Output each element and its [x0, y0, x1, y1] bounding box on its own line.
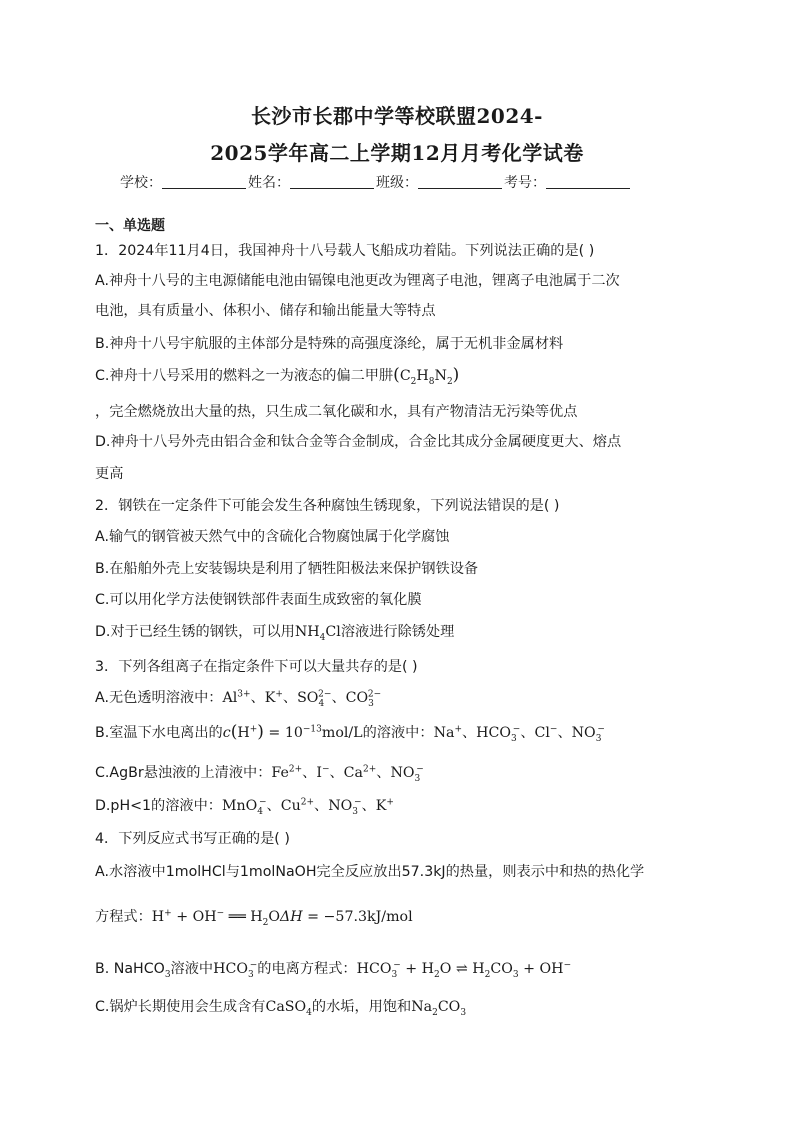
q1-option-c-line2: ，完全燃烧放出大量的热，只生成二氧化碳和水，具有产物清洁无污染等优点: [95, 404, 578, 420]
q3-option-c-text: C.AgBr悬浊液的上清液中：: [95, 765, 272, 781]
school-label: 学校：: [120, 175, 162, 191]
q2-option-d: [95, 621, 454, 641]
exam-no-label: 考号：: [504, 175, 546, 191]
q4-option-b-equation: $HCO_3^- + H_2O$ ⇌ $H_2CO_3 + OH^-$: [356, 960, 572, 980]
q3-option-d-text: D.pH<1的溶液中：: [95, 798, 222, 814]
q3-option-b: [95, 722, 605, 742]
q1-option-b: B.神舟十八号宇航服的主体部分是特殊的高强度涤纶，属于无机非金属材料: [95, 336, 564, 352]
q3-option-a-ions: $Al^{3+}$、K+、$SO_4^{2-}$、$CO_3^{2-}$: [222, 689, 382, 709]
q4-option-b-text-3: 的电离方程式：: [257, 961, 357, 977]
school-blank[interactable]: [162, 174, 246, 189]
q1-option-d-line2: 更高: [95, 466, 124, 482]
class-label: 班级：: [376, 175, 418, 191]
q4-option-a-text: 方程式：: [95, 909, 152, 925]
formula-hco3-minus: $HCO_3^-$: [213, 960, 258, 980]
q2-stem: 2．钢铁在一定条件下可能会发生各种腐蚀生锈现象，下列说法错误的是( ): [95, 498, 560, 514]
formula-caso4: CaSO$_4$: [265, 999, 312, 1018]
q3-stem: 3．下列各组离子在指定条件下可以大量共存的是( ): [95, 659, 418, 675]
q1-option-a-line2: 电池，具有质量小、体积小、储存和输出能量大等特点: [95, 303, 436, 319]
q3-option-b-text-1: B.室温下水电离出的: [95, 725, 223, 741]
q2-option-b: B.在船舶外壳上安装锡块是利用了牺牲阳极法来保护钢铁设备: [95, 561, 479, 577]
q3-option-b-ions: Na+、$HCO_3^-$、Cl−、$NO_3^-$: [433, 724, 605, 744]
formula-nh4cl: $NH_4Cl$: [294, 624, 341, 643]
q4-option-c-text-2: 的水垢，用饱和: [311, 999, 412, 1015]
q4-stem: 4．下列反应式书写正确的是( ): [95, 831, 290, 847]
student-info-row: [120, 172, 632, 192]
q1-stem: 1．2024年11月4日，我国神舟十八号载人飞船成功着陆。下列说法正确的是( ): [95, 243, 595, 259]
q3-option-d-ions: MnO$_4$−、$Cu^{2+}$、$NO_3^-$、K+: [221, 797, 394, 817]
formula-c-h-plus: $c(H^+) = 10^{-13}mol/L$: [222, 722, 363, 742]
section-heading: 一、单选题: [95, 218, 165, 234]
q4-option-b-text-1: B. NaHCO: [95, 961, 165, 977]
exam-no-blank[interactable]: [546, 174, 630, 189]
q4-option-b-text-2: 溶液中: [170, 961, 214, 977]
q3-option-c: [95, 762, 424, 782]
q3-option-d: [95, 795, 394, 815]
q2-option-c: C.可以用化学方法使钢铁部件表面生成致密的氧化膜: [95, 592, 422, 608]
q1-option-c-text: C.神舟十八号采用的燃料之一为液态的偏二甲肼: [95, 368, 394, 384]
q3-option-b-text-2: 的溶液中：: [362, 725, 434, 741]
name-blank[interactable]: [290, 174, 374, 189]
q2-option-a: A.输气的钢管被天然气中的含硫化合物腐蚀属于化学腐蚀: [95, 529, 450, 545]
q2-option-d-text-1: D.对于已经生锈的钢铁，可以用: [95, 624, 295, 640]
q4-option-a-line2: [95, 906, 413, 926]
q3-option-c-ions: $Fe^{2+}$、I−、$Ca^{2+}$、$NO_3^-$: [271, 764, 424, 784]
formula-c2h8n2: $(C_2H_8N_2)$: [393, 365, 460, 387]
q1-option-c-line1: [95, 365, 459, 385]
q2-option-d-text-2: 溶液进行除锈处理: [340, 624, 455, 640]
q3-option-a: [95, 687, 381, 707]
q4-option-c-text-1: C.锅炉长期使用会生成含有: [95, 999, 266, 1015]
q4-option-c: [95, 996, 466, 1016]
q4-option-b-sub-3: 3: [164, 969, 171, 980]
q3-option-a-text: A.无色透明溶液中：: [95, 690, 223, 706]
q4-option-a-line1: A.水溶液中1molHCl与1molNaOH完全反应放出57.3kJ的热量，则表示中和热的热化学: [95, 864, 645, 880]
page-title-line-2: 2025学年高二上学期12月月考化学试卷: [210, 141, 584, 165]
q4-option-b: [95, 958, 571, 978]
q1-option-a-line1: A.神舟十八号的主电源储能电池由镉镍电池更改为锂离子电池，锂离子电池属于二次: [95, 273, 620, 289]
name-label: 姓名：: [248, 175, 290, 191]
q1-option-d-line1: D.神舟十八号外壳由铝合金和钛合金等合金制成，合金比其成分金属硬度更大、熔点: [95, 434, 622, 450]
page-title-line-1: 长沙市长郡中学等校联盟2024-: [251, 104, 543, 128]
formula-na2co3: $Na_2CO_3$: [411, 999, 467, 1018]
class-blank[interactable]: [418, 174, 502, 189]
q4-option-a-equation: H+ + OH− ══ $H_2O\Delta H = -57.3kJ/mol$: [151, 908, 413, 928]
